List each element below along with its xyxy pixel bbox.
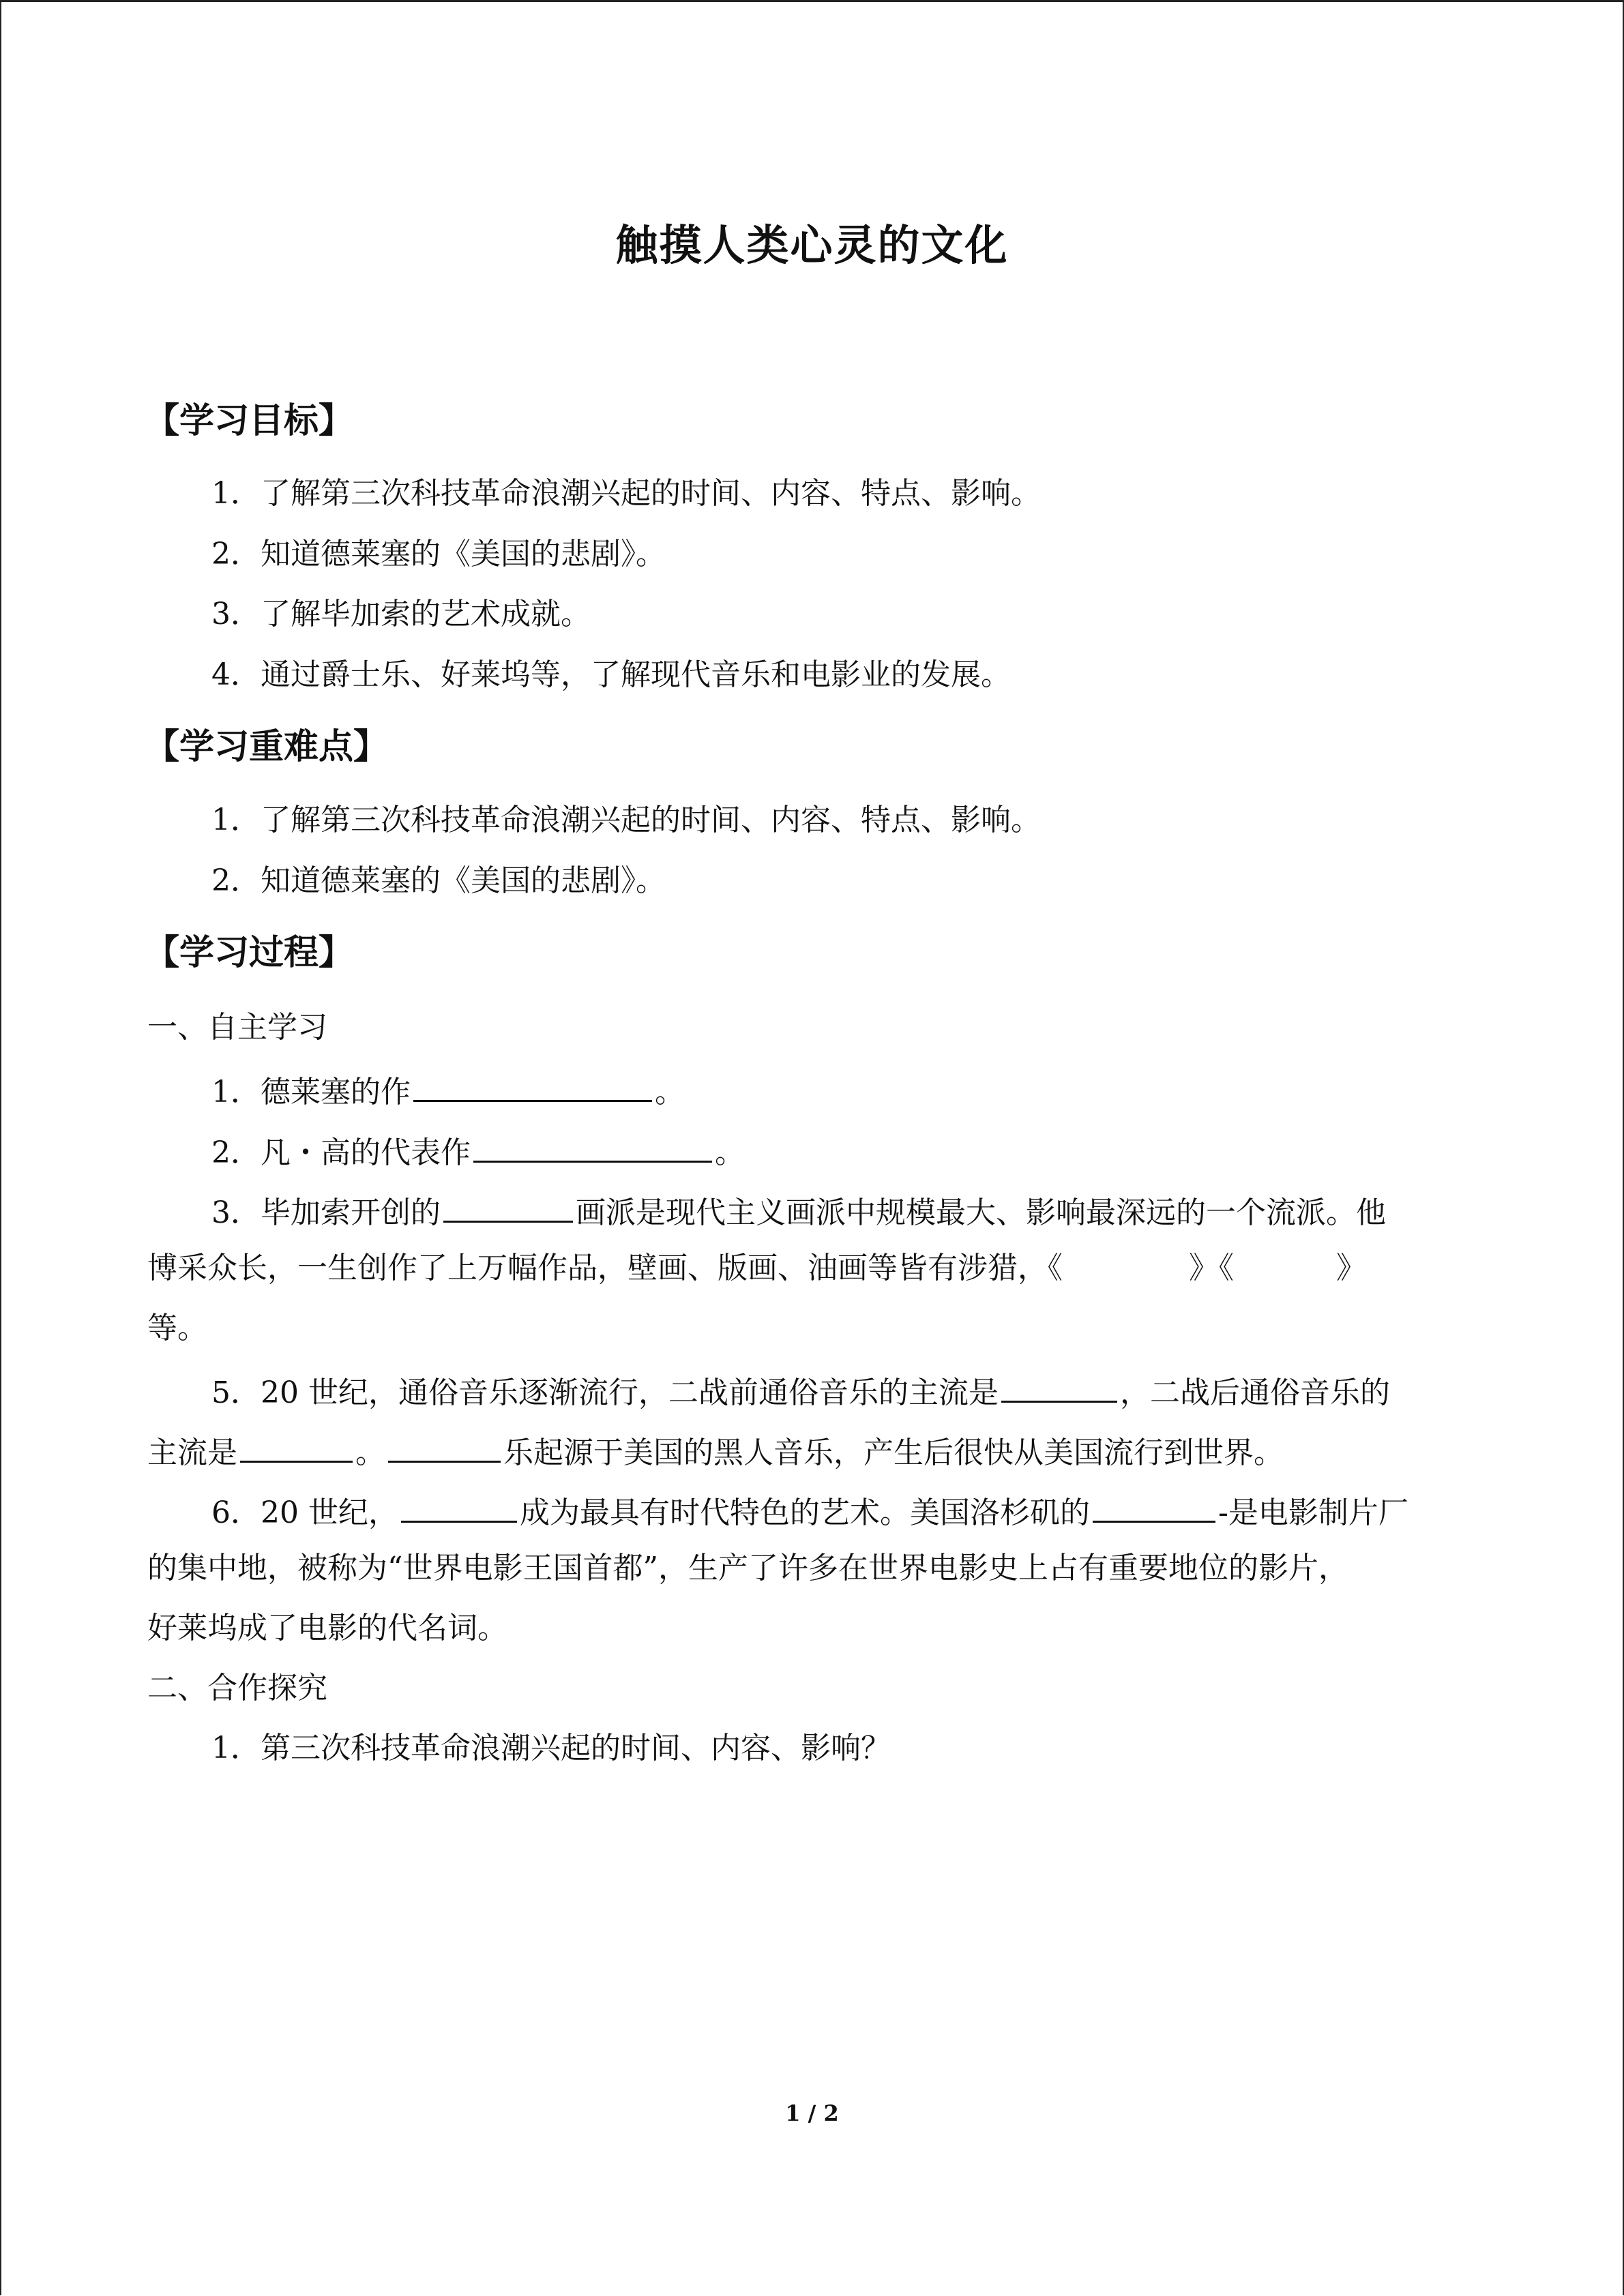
question-5-text-e: 乐起源于美国的黑人音乐，产生后很快从美国流行到世界。 xyxy=(503,1435,1284,1470)
self-study-heading: 一、自主学习 xyxy=(147,1010,327,1045)
question-6-text-c: -是电影制片厂 xyxy=(1217,1495,1408,1530)
cooperation-question-1: 1．第三次科技革命浪潮兴起的时间、内容、影响？ xyxy=(211,1731,891,1765)
question-6-text-b: 成为最具有时代特色的艺术。美国洛杉矶的 xyxy=(519,1495,1090,1530)
question-5-text-d: 。 xyxy=(355,1435,385,1470)
key-point-item-2: 2．知道德莱塞的《美国的悲剧》。 xyxy=(211,863,666,898)
answer-blank-6b[interactable] xyxy=(1093,1493,1215,1523)
question-3-text-e: 》 xyxy=(1336,1251,1366,1285)
question-3-text-b: 画派是现代主义画派中规模最大、影响最深远的一个流派。他 xyxy=(576,1195,1386,1230)
objective-item-2: 2．知道德莱塞的《美国的悲剧》。 xyxy=(211,537,666,571)
question-6-line-2: 的集中地，被称为“世界电影王国首都”，生产了许多在世界电影史上占有重要地位的影片， xyxy=(147,1551,1348,1585)
question-1 xyxy=(211,1073,685,1107)
question-5-text-a: 5．20 世纪，通俗音乐逐渐流行，二战前通俗音乐的主流是 xyxy=(211,1375,999,1410)
key-point-item-1: 1．了解第三次科技革命浪潮兴起的时间、内容、特点、影响。 xyxy=(211,803,1041,837)
question-5-text-c: 主流是 xyxy=(147,1435,237,1470)
question-1-text: 1．德莱塞的作 xyxy=(211,1075,411,1109)
objective-item-1: 1．了解第三次科技革命浪潮兴起的时间、内容、特点、影响。 xyxy=(211,476,1041,511)
question-3-line-3: 等。 xyxy=(147,1311,207,1345)
objective-item-4: 4．通过爵士乐、好莱坞等，了解现代音乐和电影业的发展。 xyxy=(211,657,1011,692)
question-5-text-b: ，二战后通俗音乐的 xyxy=(1119,1375,1390,1410)
objective-item-3: 3．了解毕加索的艺术成就。 xyxy=(211,597,591,631)
question-1-end: 。 xyxy=(655,1075,685,1109)
answer-blank-6a[interactable] xyxy=(401,1493,517,1523)
answer-blank-3[interactable] xyxy=(443,1193,573,1223)
question-3-line-1 xyxy=(211,1193,1386,1228)
key-points-heading: 【学习重难点】 xyxy=(145,727,389,767)
question-5-line-2 xyxy=(147,1433,1284,1468)
question-2-end: 。 xyxy=(715,1135,745,1170)
question-2 xyxy=(211,1133,745,1168)
question-6-line-1 xyxy=(211,1493,1408,1528)
answer-blank-5c[interactable] xyxy=(388,1433,501,1463)
question-6-line-3: 好莱坞成了电影的代名词。 xyxy=(147,1611,507,1645)
answer-blank-1[interactable] xyxy=(413,1073,652,1102)
answer-blank-5b[interactable] xyxy=(240,1433,353,1463)
cooperation-heading: 二、合作探究 xyxy=(147,1671,327,1705)
question-5-line-1 xyxy=(211,1373,1390,1408)
answer-blank-5a[interactable] xyxy=(1001,1373,1117,1403)
objectives-heading: 【学习目标】 xyxy=(145,401,354,441)
question-3-text-a: 3．毕加索开创的 xyxy=(211,1195,441,1230)
answer-blank-2[interactable] xyxy=(473,1133,712,1163)
question-3-line-2 xyxy=(147,1253,1366,1283)
question-2-text: 2．凡・高的代表作 xyxy=(211,1135,471,1170)
question-3-text-c: 博采众长，一生创作了上万幅作品，壁画、版画、油画等皆有涉猎，《 xyxy=(147,1251,1063,1285)
question-3-text-d: 》《 xyxy=(1189,1251,1234,1285)
page-number: 1 / 2 xyxy=(785,2100,839,2126)
page-title: 触摸人类心灵的文化 xyxy=(615,220,1009,270)
question-6-text-a: 6．20 世纪， xyxy=(211,1495,398,1530)
process-heading: 【学习过程】 xyxy=(145,933,354,973)
